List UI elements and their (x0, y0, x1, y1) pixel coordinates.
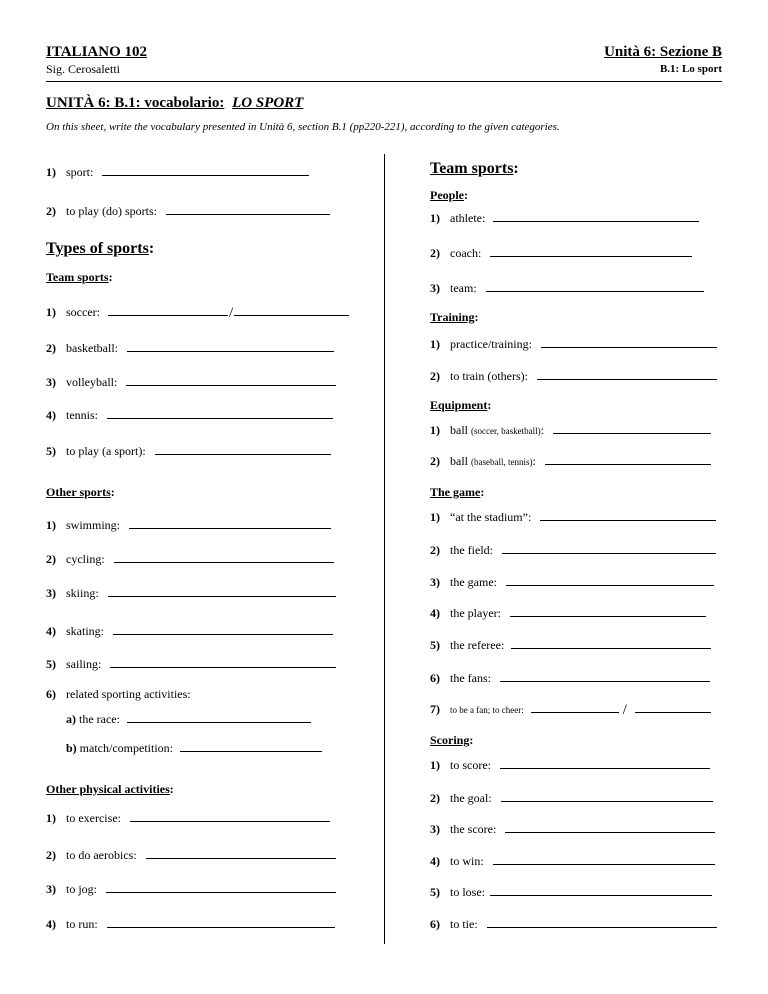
answer-blank[interactable] (500, 757, 710, 769)
answer-blank[interactable] (130, 810, 330, 822)
physical-item: 1) to exercise: (46, 810, 330, 826)
answer-blank[interactable] (540, 509, 716, 521)
team-sport-item: 4) tennis: (46, 407, 333, 423)
team-sport-item: 1) soccer: / (46, 304, 349, 322)
answer-blank[interactable] (127, 340, 334, 352)
people-item: 1) athlete: (430, 210, 699, 226)
equipment-item: 1) ball (soccer, basketball): (430, 422, 711, 438)
answer-blank[interactable] (180, 740, 322, 752)
answer-blank[interactable] (490, 245, 692, 257)
answer-blank[interactable] (108, 304, 228, 316)
answer-blank[interactable] (500, 670, 710, 682)
people-subheading: People: (430, 188, 468, 202)
answer-blank[interactable] (501, 790, 713, 802)
course-title: ITALIANO 102 (46, 44, 147, 60)
training-subheading: Training: (430, 310, 479, 324)
answer-blank[interactable] (545, 453, 711, 465)
other-sports-subheading: Other sports: (46, 485, 115, 499)
game-item: 4) the player: (430, 605, 706, 621)
people-item: 3) team: (430, 280, 704, 296)
answer-blank[interactable] (505, 821, 715, 833)
answer-blank[interactable] (107, 916, 335, 928)
answer-blank[interactable] (510, 605, 706, 617)
answer-blank[interactable] (493, 210, 699, 222)
game-item: 5) the referee: (430, 637, 711, 653)
answer-blank[interactable] (113, 623, 333, 635)
answer-blank[interactable] (110, 656, 336, 668)
answer-blank[interactable] (506, 574, 714, 586)
team-sport-item: 2) basketball: (46, 340, 334, 356)
other-sport-item: 2) cycling: (46, 551, 334, 567)
related-item: a) the race: (66, 711, 311, 727)
team-sport-item: 3) volleyball: (46, 374, 336, 390)
equipment-item: 2) ball (baseball, tennis): (430, 453, 711, 469)
answer-blank[interactable] (107, 407, 333, 419)
answer-blank[interactable] (487, 916, 717, 928)
answer-blank[interactable] (102, 164, 309, 176)
scoring-item: 5) to lose: (430, 884, 712, 900)
scoring-item: 1) to score: (430, 757, 710, 773)
answer-blank[interactable] (114, 551, 334, 563)
equipment-subheading: Equipment: (430, 398, 492, 412)
physical-activities-subheading: Other physical activities: (46, 782, 174, 796)
answer-blank[interactable] (635, 701, 711, 713)
answer-blank[interactable] (108, 585, 336, 597)
training-item: 2) to train (others): (430, 368, 717, 384)
scoring-item: 2) the goal: (430, 790, 713, 806)
other-sport-item: 4) skating: (46, 623, 333, 639)
other-sport-item: 5) sailing: (46, 656, 336, 672)
game-item: 7) to be a fan; to cheer: / (430, 701, 711, 719)
intro-item: 2) to play (do) sports: (46, 203, 330, 219)
page-title-main: UNITÀ 6: B.1: vocabolario: (46, 95, 225, 111)
answer-blank[interactable] (502, 542, 716, 554)
other-sport-item: 6) related sporting activities: (46, 687, 191, 701)
answer-blank[interactable] (486, 280, 704, 292)
column-divider (384, 154, 385, 944)
scoring-item: 3) the score: (430, 821, 715, 837)
scoring-item: 4) to win: (430, 853, 715, 869)
intro-item: 1) sport: (46, 164, 309, 180)
intro-label: sport: (66, 165, 94, 179)
page-title-topic: LO SPORT (232, 95, 304, 111)
team-sports-subheading: Team sports: (46, 270, 113, 284)
other-sport-item: 3) skiing: (46, 585, 336, 601)
answer-blank[interactable] (146, 847, 336, 859)
answer-blank[interactable] (127, 711, 311, 723)
game-item: 2) the field: (430, 542, 716, 558)
physical-item: 3) to jog: (46, 881, 336, 897)
people-item: 2) coach: (430, 245, 692, 261)
answer-blank[interactable] (166, 203, 330, 215)
training-item: 1) practice/training: (430, 336, 717, 352)
related-item: b) match/competition: (66, 740, 322, 756)
unit-sublabel: B.1: Lo sport (659, 63, 722, 75)
answer-blank[interactable] (541, 336, 717, 348)
scoring-item: 6) to tie: (430, 916, 717, 932)
scoring-subheading: Scoring: (430, 733, 474, 747)
teacher-name: Sig. Cerosaletti (46, 62, 120, 76)
game-item: 3) the game: (430, 574, 714, 590)
team-sport-item: 5) to play (a sport): (46, 443, 331, 459)
types-of-sports-heading: Types of sports: (46, 240, 155, 257)
answer-blank[interactable] (493, 853, 715, 865)
answer-blank[interactable] (490, 884, 712, 896)
header-rule (46, 81, 722, 82)
team-sports-heading: Team sports: (430, 160, 519, 177)
answer-blank[interactable] (129, 517, 331, 529)
answer-blank[interactable] (155, 443, 331, 455)
answer-blank[interactable] (537, 368, 717, 380)
game-item: 6) the fans: (430, 670, 710, 686)
unit-label: Unità 6: Sezione B (604, 44, 722, 60)
answer-blank[interactable] (126, 374, 336, 386)
answer-blank[interactable] (106, 881, 336, 893)
page-title (46, 95, 303, 112)
answer-blank[interactable] (511, 637, 711, 649)
physical-item: 4) to run: (46, 916, 335, 932)
other-sport-item: 1) swimming: (46, 517, 331, 533)
physical-item: 2) to do aerobics: (46, 847, 336, 863)
answer-blank[interactable] (234, 304, 349, 316)
game-subheading: The game: (430, 485, 485, 499)
answer-blank[interactable] (531, 701, 619, 713)
instructions: On this sheet, write the vocabulary presented in Unità 6, section B.1 (pp220-221), according to the given categories. (46, 121, 560, 133)
answer-blank[interactable] (553, 422, 711, 434)
intro-label: to play (do) sports: (66, 204, 157, 218)
game-item: 1) “at the stadium”: (430, 509, 716, 525)
